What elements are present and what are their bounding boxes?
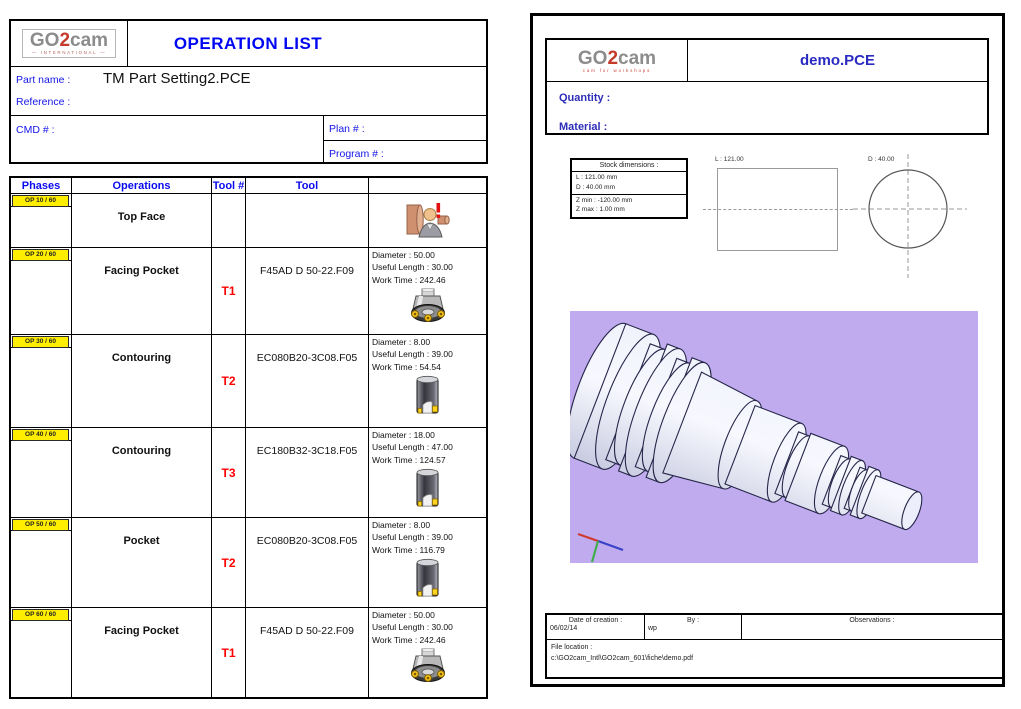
by-label: By : [686,617,700,624]
tool-useful-length: Useful Length : 30.00 [372,622,453,633]
end-mill-icon [372,468,483,513]
table-row-phase [11,428,72,518]
end-mill-icon [372,375,483,420]
tool-info [369,248,486,335]
phase-badge: OP 60 / 60 [12,609,69,621]
col-header-operations: Operations [72,178,212,194]
phase-badge: OP 20 / 60 [12,249,69,261]
tool-info [369,428,486,518]
tool-diameter: Diameter : 18.00 [372,430,435,440]
go2cam-logo [11,21,128,66]
operation-name: Contouring [72,428,212,518]
phase-badge: OP 10 / 60 [12,195,69,207]
date-of-creation-label: Date of creation : [568,617,623,624]
material-label: Material : [559,121,608,133]
stock-diameter: D : 40.00 mm [576,183,616,191]
operation-name: Pocket [72,518,212,608]
operation-name: Facing Pocket [72,608,212,697]
centerline [703,209,853,210]
tool-info [369,335,486,428]
axis-triad-icon [578,534,623,562]
operation-table [9,176,488,699]
diameter-dimension-label: D : 40.00 [868,156,895,163]
tool-reference: F45AD D 50-22.F09 [246,608,369,697]
tool-useful-length: Useful Length : 39.00 [372,532,453,543]
tool-useful-length: Useful Length : 30.00 [372,262,453,273]
length-dimension-label: L : 121.00 [715,156,744,163]
phase-badge: OP 50 / 60 [12,519,69,531]
operation-name: Contouring [72,335,212,428]
stock-dimensions-box [570,158,688,219]
quantity-label: Quantity : [559,92,611,104]
reference-label: Reference : [16,96,71,108]
col-header-tool: Tool [246,178,369,194]
tool-reference: EC080B20-3C08.F05 [246,335,369,428]
tool-useful-length: Useful Length : 47.00 [372,442,453,453]
stock-dimensions-title: Stock dimensions : [572,160,686,172]
tool-reference: EC080B20-3C08.F05 [246,518,369,608]
observations-label: Observations : [849,617,895,624]
tool-info [369,518,486,608]
face-mill-icon [372,648,483,687]
operation-list-page [9,19,488,699]
tool-number [212,194,246,248]
tool-number: T3 [212,428,246,518]
col-header-tool-num: Tool # [212,178,246,194]
tool-work-time: Work Time : 116.79 [372,544,445,555]
tool-reference: EC180B32-3C18.F05 [246,428,369,518]
table-row-phase [11,194,72,248]
tool-number: T1 [212,608,246,697]
table-row-phase [11,518,72,608]
plan-label: Plan # : [329,123,365,135]
end-mill-icon [372,558,483,603]
date-of-creation-value: 06/02/14 [550,625,578,632]
tool-useful-length: Useful Length : 39.00 [372,349,453,360]
tool-number: T1 [212,248,246,335]
go2cam-logo-tagline: cam for workshops [582,67,652,73]
tool-diameter: Diameter : 8.00 [372,520,431,530]
stock-z-max: Z max : 1.00 mm [576,206,625,214]
part-sheet-header [545,38,989,135]
go2cam-logo [547,40,688,81]
tool-info [369,608,486,697]
document-title: demo.PCE [799,52,875,69]
phase-badge: OP 30 / 60 [12,336,69,348]
col-header-info [369,178,486,194]
face-mill-icon [372,288,483,327]
title-block-footer [545,613,1004,679]
tool-work-time: Work Time : 54.54 [372,361,441,372]
part-name-value: TM Part Setting2.PCE [103,70,251,87]
table-row-phase [11,335,72,428]
file-location-label: File location : [551,644,593,651]
stock-front-view [851,150,973,282]
cmd-label: CMD # : [16,124,55,136]
operator-machining-icon [405,200,451,243]
go2cam-logo-text: GO2cam [29,30,109,51]
tool-diameter: Diameter : 50.00 [372,610,435,620]
tool-number: T2 [212,335,246,428]
page-title: OPERATION LIST [173,33,323,53]
go2cam-logo-tagline: — INTERNATIONAL — [31,50,107,55]
program-label: Program # : [329,148,384,160]
tool-work-time: Work Time : 242.46 [372,634,446,645]
tool-info [369,194,486,248]
part-name-label: Part name : [16,74,71,86]
part-sheet-page [530,13,1005,687]
col-header-phases: Phases [11,178,72,194]
tool-diameter: Diameter : 8.00 [372,337,431,347]
operation-list-header [9,19,488,164]
tool-diameter: Diameter : 50.00 [372,250,435,260]
tool-reference: F45AD D 50-22.F09 [246,248,369,335]
table-row-phase [11,608,72,697]
go2cam-logo-text: GO2cam [577,47,657,69]
operation-name: Top Face [72,194,212,248]
operation-name: Facing Pocket [72,248,212,335]
phase-badge: OP 40 / 60 [12,429,69,441]
tool-reference [246,194,369,248]
part-3d-render [570,311,978,563]
tool-work-time: Work Time : 242.46 [372,274,446,285]
stock-z-min: Z min : -120.00 mm [576,196,633,204]
table-row-phase [11,248,72,335]
file-location-path: c:\GO2cam_Intl\GO2cam_601\fiche\demo.pdf [551,655,694,663]
stock-length: L : 121.00 mm [576,174,618,181]
part-3d-viewport [570,311,978,563]
tool-work-time: Work Time : 124.57 [372,454,446,465]
tool-number: T2 [212,518,246,608]
by-value: wp [648,625,657,632]
